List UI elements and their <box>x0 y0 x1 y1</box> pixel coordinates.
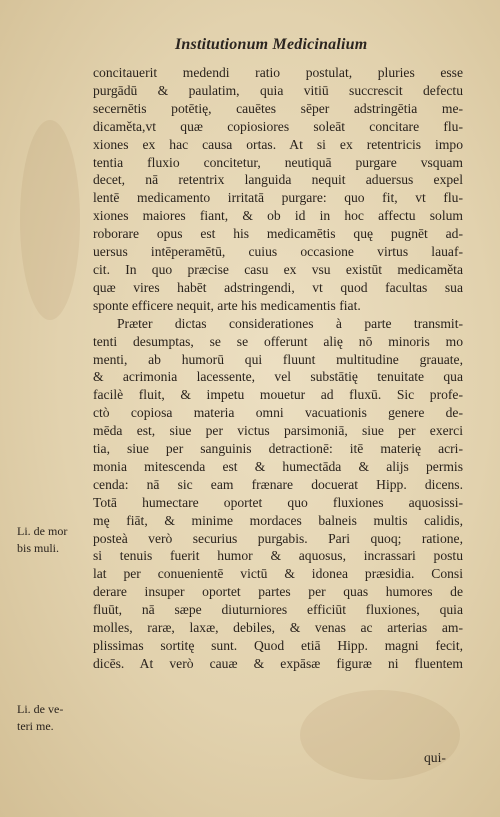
text-line: cenda: nā sic eam frænare docuerat Hipp. dicens. <box>93 476 463 492</box>
text-line: ctò copiosa materia omni vacuationis genere de- <box>93 405 463 421</box>
catchword: qui- <box>424 750 446 765</box>
text-line: xiones maiores fiant, & ob id in hoc affectu solum <box>93 208 463 224</box>
text-line: monia mitescenda est & humectāda & alijs permis <box>93 458 463 474</box>
text-line: mę fiāt, & minime mordaces balneis multis calidis, <box>93 512 463 528</box>
text-line: lat per conuenientē victū & idonea præsidia. Consi <box>93 566 463 582</box>
text-line: derare insuper oportet partes per quas humores de <box>93 584 463 600</box>
text-line: fluūt, nā sæpe diuturniores efficiūt fluxiones, quia <box>93 602 463 618</box>
margin-note <box>17 523 67 557</box>
text-line: concitauerit medendi ratio postulat, pluries esse <box>93 65 463 80</box>
margin-note <box>17 701 63 735</box>
text-line: dicēs. At verò cauæ & expāsæ figuræ ni fluentem <box>93 655 463 671</box>
text-line: quæ vires habēt adstringendi, vt quod facultas sua <box>93 279 463 295</box>
text-line: Totā humectare oportet quo fluxiones aquosissi- <box>93 494 463 510</box>
text-line: facilè fluit, & impetu mouetur ad fluxū. Sic profe- <box>93 387 463 403</box>
paper-stain <box>20 120 80 320</box>
text-line: purgādū & paulatim, quia vitiū succrescit defectu <box>93 82 463 98</box>
text-line: decet, nā retentrix languida nequit aduersus expel <box>93 172 463 188</box>
text-line: uersus intēperamētū, cuius occasione virtus lauaf- <box>93 244 463 260</box>
text-line: & acrimonia lacessente, vel substātię tenuitate qua <box>93 369 463 385</box>
text-line: si tenuis fuerit humor & aquosus, incrassari postu <box>93 548 463 564</box>
body-text <box>93 64 463 673</box>
text-line: Præter dictas considerationes à parte transmit- <box>117 315 463 331</box>
text-line: sponte efficere nequit, arte his medicamentis fiat. <box>93 297 361 313</box>
text-line: roborare opus est his medicamētis quę pugnēt ad- <box>93 226 463 242</box>
text-line: molles, raræ, laxæ, debiles, & venas ac arterias am- <box>93 620 463 636</box>
paper-stain <box>300 690 460 780</box>
margin-note-line: teri me. <box>17 719 54 733</box>
text-line: menti, ab humorū qui fluunt multitudine grauate, <box>93 351 463 367</box>
text-line: tenti desumptas, se se offerunt alię nō minoris mo <box>93 333 463 349</box>
text-line: cit. In quo præcise casu ex vsu existūt medicaměta <box>93 261 463 277</box>
margin-note-line: Li. de mor <box>17 524 68 538</box>
text-line: plissimas sortitę sunt. Quod etiā Hipp. magni fecit, <box>93 638 463 653</box>
text-line: tia, siue per sanguinis detractionē: itē materię acri- <box>93 441 463 457</box>
running-title: Institutionum Medicinalium <box>175 36 368 53</box>
margin-note-line: bis muli. <box>17 541 60 555</box>
text-line: tentia fluxio concitetur, neutiquā purgare vsquam <box>93 154 463 170</box>
text-line: xiones ex hac causa ortas. At si ex retentricis impo <box>93 136 463 152</box>
text-line: dicaměta,vt quæ copiosiores soleāt concitare flu- <box>93 118 463 134</box>
margin-note-line: Li. de ve- <box>17 702 64 716</box>
text-line: mēda est, siue per victus parsimoniā, siue per exerci <box>93 423 463 439</box>
text-line: secernētis potētię, cauētes sēper adstringētia me- <box>93 100 463 116</box>
text-line: posteà verò securius purgabis. Pari quoq; ratione, <box>93 530 463 546</box>
text-line: lentē medicamento irritatā purgare: quo fit, vt flu- <box>93 190 463 206</box>
